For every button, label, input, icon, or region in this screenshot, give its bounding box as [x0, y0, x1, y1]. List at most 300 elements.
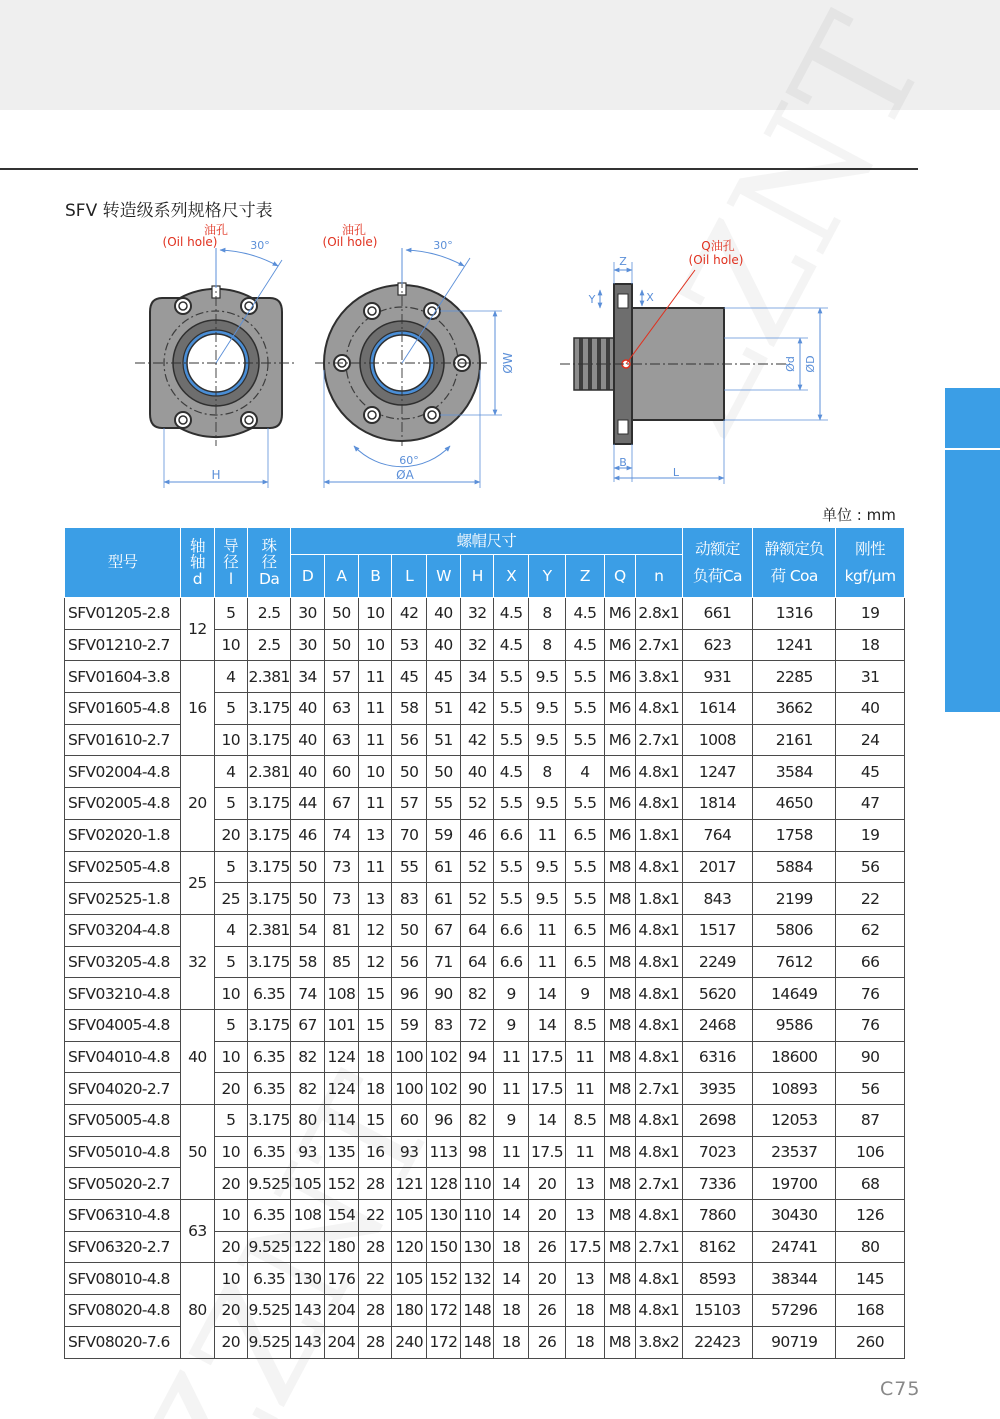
- value-cell: 5620: [682, 978, 753, 1010]
- value-cell: 10: [214, 1136, 247, 1168]
- value-cell: 130: [291, 1263, 324, 1295]
- value-cell: 26: [528, 1326, 565, 1358]
- value-cell: 56: [392, 724, 426, 756]
- value-cell: 15: [359, 1009, 392, 1041]
- value-cell: 83: [392, 883, 426, 915]
- value-cell: 45: [836, 756, 905, 788]
- model-cell: SFV01605-4.8: [65, 693, 181, 725]
- value-cell: 172: [426, 1326, 460, 1358]
- flange-view-cut: [135, 222, 297, 488]
- value-cell: 152: [324, 1168, 358, 1200]
- value-cell: M6: [604, 788, 635, 820]
- model-cell: SFV04010-4.8: [65, 1041, 181, 1073]
- value-cell: 4: [214, 756, 247, 788]
- value-cell: 10: [214, 629, 247, 661]
- value-cell: 63: [324, 693, 358, 725]
- value-cell: 18: [494, 1231, 528, 1263]
- model-cell: SFV02004-4.8: [65, 756, 181, 788]
- value-cell: 931: [682, 661, 753, 693]
- value-cell: 26: [528, 1231, 565, 1263]
- header-band: [0, 0, 1000, 110]
- value-cell: 46: [461, 819, 494, 851]
- value-cell: 30: [291, 629, 324, 661]
- value-cell: 6.6: [494, 914, 528, 946]
- nut-side-view: [560, 238, 828, 484]
- value-cell: 1316: [753, 598, 836, 630]
- value-cell: M8: [604, 1009, 635, 1041]
- value-cell: M8: [604, 1136, 635, 1168]
- value-cell: 26: [528, 1295, 565, 1327]
- value-cell: 13: [566, 1263, 604, 1295]
- value-cell: M6: [604, 914, 635, 946]
- value-cell: 9.525: [247, 1295, 290, 1327]
- value-cell: 38344: [753, 1263, 836, 1295]
- value-cell: 102: [426, 1041, 460, 1073]
- value-cell: 122: [291, 1231, 324, 1263]
- value-cell: 10893: [753, 1073, 836, 1105]
- value-cell: 3.8x2: [635, 1326, 682, 1358]
- angle-60-label: 60°: [399, 454, 419, 467]
- value-cell: 70: [392, 819, 426, 851]
- header-rule: [0, 168, 918, 170]
- value-cell: 9.525: [247, 1231, 290, 1263]
- value-cell: 130: [461, 1231, 494, 1263]
- value-cell: 72: [461, 1009, 494, 1041]
- value-cell: 59: [426, 819, 460, 851]
- value-cell: 18: [359, 1041, 392, 1073]
- value-cell: 6.5: [566, 946, 604, 978]
- value-cell: 1008: [682, 724, 753, 756]
- value-cell: 4.5: [566, 598, 604, 630]
- value-cell: 11: [494, 1041, 528, 1073]
- value-cell: 2.8x1: [635, 598, 682, 630]
- value-cell: 148: [461, 1326, 494, 1358]
- value-cell: 4.8x1: [635, 756, 682, 788]
- value-cell: 20: [214, 1073, 247, 1105]
- header-model: 型号: [65, 528, 181, 598]
- value-cell: 9.525: [247, 1326, 290, 1358]
- value-cell: 106: [836, 1136, 905, 1168]
- value-cell: 10: [214, 724, 247, 756]
- header-nut-dim: n: [635, 555, 682, 598]
- value-cell: 128: [426, 1168, 460, 1200]
- value-cell: 50: [324, 629, 358, 661]
- value-cell: 9586: [753, 1009, 836, 1041]
- value-cell: 17.5: [528, 1136, 565, 1168]
- value-cell: M8: [604, 1168, 635, 1200]
- value-cell: 94: [461, 1041, 494, 1073]
- header-nut-dim: X: [494, 555, 528, 598]
- value-cell: 8: [528, 629, 565, 661]
- value-cell: 40: [291, 693, 324, 725]
- header-nut-dim: Q: [604, 555, 635, 598]
- value-cell: M6: [604, 724, 635, 756]
- dim-a-label: ØA: [396, 468, 414, 482]
- value-cell: 90719: [753, 1326, 836, 1358]
- value-cell: 5.5: [494, 788, 528, 820]
- value-cell: 11: [494, 1136, 528, 1168]
- value-cell: 145: [836, 1263, 905, 1295]
- value-cell: 85: [324, 946, 358, 978]
- value-cell: 2.5: [247, 629, 290, 661]
- value-cell: 60: [392, 1105, 426, 1137]
- value-cell: 93: [392, 1136, 426, 1168]
- value-cell: 28: [359, 1326, 392, 1358]
- value-cell: 57: [392, 788, 426, 820]
- value-cell: 9.5: [528, 883, 565, 915]
- value-cell: 47: [836, 788, 905, 820]
- table-row: [65, 914, 905, 946]
- table-row: [65, 1200, 905, 1232]
- value-cell: 5.5: [566, 661, 604, 693]
- value-cell: 2698: [682, 1105, 753, 1137]
- value-cell: 52: [461, 883, 494, 915]
- value-cell: 42: [461, 724, 494, 756]
- value-cell: 20: [214, 1231, 247, 1263]
- value-cell: 93: [291, 1136, 324, 1168]
- flange-view-round: [315, 222, 515, 488]
- value-cell: 42: [461, 693, 494, 725]
- value-cell: 3.175: [247, 1009, 290, 1041]
- value-cell: 6.5: [566, 914, 604, 946]
- value-cell: 260: [836, 1326, 905, 1358]
- value-cell: 5.5: [494, 851, 528, 883]
- value-cell: 130: [426, 1200, 460, 1232]
- value-cell: 46: [291, 819, 324, 851]
- value-cell: 7860: [682, 1200, 753, 1232]
- value-cell: 1517: [682, 914, 753, 946]
- value-cell: 96: [392, 978, 426, 1010]
- value-cell: 180: [324, 1231, 358, 1263]
- value-cell: 67: [291, 1009, 324, 1041]
- value-cell: 14649: [753, 978, 836, 1010]
- value-cell: 11: [359, 693, 392, 725]
- value-cell: 18600: [753, 1041, 836, 1073]
- header-stiffness: 刚性 kgf/μm: [836, 528, 905, 598]
- value-cell: 4.5: [566, 629, 604, 661]
- value-cell: 80: [836, 1231, 905, 1263]
- value-cell: 5.5: [494, 883, 528, 915]
- value-cell: 73: [324, 851, 358, 883]
- value-cell: 5: [214, 851, 247, 883]
- value-cell: 135: [324, 1136, 358, 1168]
- value-cell: 50: [392, 914, 426, 946]
- value-cell: 9.5: [528, 851, 565, 883]
- shaft-dia-cell: 16: [181, 661, 214, 756]
- value-cell: 16: [359, 1136, 392, 1168]
- value-cell: 57296: [753, 1295, 836, 1327]
- value-cell: 4.8x1: [635, 1295, 682, 1327]
- value-cell: 18: [494, 1295, 528, 1327]
- value-cell: 20: [528, 1168, 565, 1200]
- value-cell: 9.525: [247, 1168, 290, 1200]
- value-cell: 61: [426, 883, 460, 915]
- value-cell: 17.5: [528, 1073, 565, 1105]
- value-cell: 4.8x1: [635, 693, 682, 725]
- value-cell: 40: [426, 629, 460, 661]
- q-oil-hole-en-label: (Oil hole): [688, 253, 744, 267]
- value-cell: 2017: [682, 851, 753, 883]
- header-nut-dims: 螺帽尺寸: [291, 528, 682, 555]
- value-cell: 114: [324, 1105, 358, 1137]
- value-cell: 100: [392, 1073, 426, 1105]
- value-cell: 60: [324, 756, 358, 788]
- model-cell: SFV02020-1.8: [65, 819, 181, 851]
- value-cell: 3584: [753, 756, 836, 788]
- value-cell: 6.35: [247, 1136, 290, 1168]
- value-cell: 44: [291, 788, 324, 820]
- shaft-dia-cell: 50: [181, 1105, 214, 1200]
- model-cell: SFV08020-4.8: [65, 1295, 181, 1327]
- value-cell: 4.8x1: [635, 914, 682, 946]
- value-cell: 22: [836, 883, 905, 915]
- value-cell: 143: [291, 1295, 324, 1327]
- value-cell: 5.5: [566, 883, 604, 915]
- oil-hole-label-2: 油孔: [341, 223, 367, 237]
- technical-drawing: [120, 220, 840, 490]
- value-cell: 4.5: [494, 598, 528, 630]
- value-cell: 30: [291, 598, 324, 630]
- value-cell: 58: [291, 946, 324, 978]
- value-cell: 843: [682, 883, 753, 915]
- value-cell: 11: [359, 851, 392, 883]
- value-cell: 102: [426, 1073, 460, 1105]
- value-cell: 8162: [682, 1231, 753, 1263]
- value-cell: 14: [494, 1263, 528, 1295]
- value-cell: 1247: [682, 756, 753, 788]
- model-cell: SFV05020-2.7: [65, 1168, 181, 1200]
- value-cell: 2.7x1: [635, 1073, 682, 1105]
- dim-b-label: B: [619, 456, 627, 469]
- value-cell: M8: [604, 1105, 635, 1137]
- value-cell: 661: [682, 598, 753, 630]
- spec-table: [64, 527, 905, 1359]
- value-cell: 105: [291, 1168, 324, 1200]
- value-cell: 8: [528, 598, 565, 630]
- model-cell: SFV05010-4.8: [65, 1136, 181, 1168]
- model-cell: SFV03210-4.8: [65, 978, 181, 1010]
- shaft-dia-cell: 25: [181, 851, 214, 914]
- value-cell: 82: [291, 1041, 324, 1073]
- value-cell: 50: [324, 598, 358, 630]
- value-cell: 3.175: [247, 788, 290, 820]
- value-cell: 5884: [753, 851, 836, 883]
- value-cell: 2285: [753, 661, 836, 693]
- value-cell: 11: [566, 1073, 604, 1105]
- value-cell: 52: [461, 788, 494, 820]
- model-cell: SFV08010-4.8: [65, 1263, 181, 1295]
- value-cell: 58: [392, 693, 426, 725]
- value-cell: 50: [291, 883, 324, 915]
- value-cell: 11: [359, 788, 392, 820]
- value-cell: 204: [324, 1295, 358, 1327]
- value-cell: 28: [359, 1295, 392, 1327]
- value-cell: 55: [392, 851, 426, 883]
- value-cell: 2.7x1: [635, 724, 682, 756]
- header-dynamic-load: 动额定 负荷Ca: [682, 528, 753, 598]
- value-cell: 5: [214, 1105, 247, 1137]
- value-cell: 4.8x1: [635, 1009, 682, 1041]
- value-cell: 82: [461, 978, 494, 1010]
- value-cell: 57: [324, 661, 358, 693]
- value-cell: 90: [836, 1041, 905, 1073]
- value-cell: 124: [324, 1041, 358, 1073]
- model-cell: SFV02505-4.8: [65, 851, 181, 883]
- value-cell: M6: [604, 629, 635, 661]
- value-cell: 23537: [753, 1136, 836, 1168]
- value-cell: 5: [214, 693, 247, 725]
- value-cell: 51: [426, 724, 460, 756]
- value-cell: 7612: [753, 946, 836, 978]
- value-cell: 24: [836, 724, 905, 756]
- value-cell: 6.35: [247, 1200, 290, 1232]
- dim-x-label: X: [646, 291, 654, 304]
- value-cell: 14: [528, 1105, 565, 1137]
- value-cell: 4.8x1: [635, 946, 682, 978]
- header-nut-dim: H: [461, 555, 494, 598]
- table-row: [65, 661, 905, 693]
- shaft-dia-cell: 20: [181, 756, 214, 851]
- value-cell: M8: [604, 851, 635, 883]
- value-cell: 10: [214, 1041, 247, 1073]
- value-cell: M8: [604, 978, 635, 1010]
- value-cell: 5: [214, 788, 247, 820]
- value-cell: 8.5: [566, 1105, 604, 1137]
- value-cell: 148: [461, 1295, 494, 1327]
- value-cell: 6.35: [247, 978, 290, 1010]
- value-cell: 59: [392, 1009, 426, 1041]
- header-nut-dim: L: [392, 555, 426, 598]
- header-nut-dim: D: [291, 555, 324, 598]
- value-cell: 76: [836, 978, 905, 1010]
- value-cell: 45: [426, 661, 460, 693]
- model-cell: SFV06310-4.8: [65, 1200, 181, 1232]
- value-cell: 81: [324, 914, 358, 946]
- value-cell: 4650: [753, 788, 836, 820]
- value-cell: 6.6: [494, 946, 528, 978]
- value-cell: 2.7x1: [635, 629, 682, 661]
- page-number: C75: [880, 1378, 921, 1400]
- value-cell: 52: [461, 851, 494, 883]
- value-cell: 11: [528, 914, 565, 946]
- value-cell: 19: [836, 819, 905, 851]
- value-cell: 5.5: [566, 788, 604, 820]
- value-cell: 6.35: [247, 1073, 290, 1105]
- value-cell: 5.5: [494, 724, 528, 756]
- value-cell: 40: [836, 693, 905, 725]
- value-cell: 22: [359, 1200, 392, 1232]
- value-cell: 9.5: [528, 788, 565, 820]
- value-cell: 19700: [753, 1168, 836, 1200]
- value-cell: 66: [836, 946, 905, 978]
- value-cell: 6.35: [247, 1263, 290, 1295]
- value-cell: 5.5: [566, 724, 604, 756]
- value-cell: 1614: [682, 693, 753, 725]
- value-cell: 11: [528, 819, 565, 851]
- value-cell: 54: [291, 914, 324, 946]
- value-cell: 3.175: [247, 851, 290, 883]
- value-cell: 8: [528, 756, 565, 788]
- value-cell: 2.381: [247, 914, 290, 946]
- value-cell: 20: [214, 1168, 247, 1200]
- value-cell: 17.5: [528, 1041, 565, 1073]
- value-cell: 11: [566, 1041, 604, 1073]
- value-cell: 3.175: [247, 1105, 290, 1137]
- value-cell: M8: [604, 1295, 635, 1327]
- value-cell: 10: [359, 756, 392, 788]
- value-cell: M8: [604, 1326, 635, 1358]
- value-cell: M8: [604, 1263, 635, 1295]
- value-cell: 108: [291, 1200, 324, 1232]
- header-nut-dim: A: [324, 555, 358, 598]
- table-row: [65, 1105, 905, 1137]
- dim-z-label: Z: [619, 255, 627, 268]
- value-cell: M8: [604, 883, 635, 915]
- value-cell: 3.175: [247, 883, 290, 915]
- value-cell: 6.5: [566, 819, 604, 851]
- value-cell: 50: [392, 756, 426, 788]
- oil-hole-en-label-2: (Oil hole): [322, 235, 378, 249]
- value-cell: 15: [359, 1105, 392, 1137]
- value-cell: 14: [528, 1009, 565, 1041]
- value-cell: 50: [291, 851, 324, 883]
- value-cell: 28: [359, 1231, 392, 1263]
- value-cell: 24741: [753, 1231, 836, 1263]
- value-cell: 61: [426, 851, 460, 883]
- value-cell: 90: [426, 978, 460, 1010]
- value-cell: 9.5: [528, 724, 565, 756]
- value-cell: 12: [359, 914, 392, 946]
- value-cell: 5: [214, 946, 247, 978]
- value-cell: 2199: [753, 883, 836, 915]
- model-cell: SFV02525-1.8: [65, 883, 181, 915]
- value-cell: M6: [604, 756, 635, 788]
- value-cell: 80: [291, 1105, 324, 1137]
- value-cell: 8.5: [566, 1009, 604, 1041]
- value-cell: 4.8x1: [635, 1263, 682, 1295]
- value-cell: 105: [392, 1263, 426, 1295]
- angle-30-label: 30°: [250, 239, 270, 252]
- header-nut-dim: B: [359, 555, 392, 598]
- value-cell: 108: [324, 978, 358, 1010]
- value-cell: 10: [359, 629, 392, 661]
- value-cell: 87: [836, 1105, 905, 1137]
- page-title: SFV 转造级系列规格尺寸表: [65, 201, 273, 221]
- value-cell: 5.5: [494, 661, 528, 693]
- shaft-dia-cell: 32: [181, 914, 214, 1009]
- value-cell: 105: [392, 1200, 426, 1232]
- value-cell: 4: [214, 661, 247, 693]
- value-cell: 9: [494, 1105, 528, 1137]
- header-nut-dim: W: [426, 555, 460, 598]
- header-lead: 导 径 l: [214, 528, 247, 598]
- value-cell: 1241: [753, 629, 836, 661]
- dim-d-large-label: ØD: [804, 355, 817, 373]
- value-cell: 113: [426, 1136, 460, 1168]
- value-cell: 18: [359, 1073, 392, 1105]
- value-cell: 50: [426, 756, 460, 788]
- value-cell: 51: [426, 693, 460, 725]
- value-cell: 168: [836, 1295, 905, 1327]
- model-cell: SFV01210-2.7: [65, 629, 181, 661]
- value-cell: 11: [528, 946, 565, 978]
- value-cell: 2.7x1: [635, 1168, 682, 1200]
- value-cell: 4.8x1: [635, 788, 682, 820]
- model-cell: SFV02005-4.8: [65, 788, 181, 820]
- model-cell: SFV06320-2.7: [65, 1231, 181, 1263]
- value-cell: 34: [291, 661, 324, 693]
- model-cell: SFV04005-4.8: [65, 1009, 181, 1041]
